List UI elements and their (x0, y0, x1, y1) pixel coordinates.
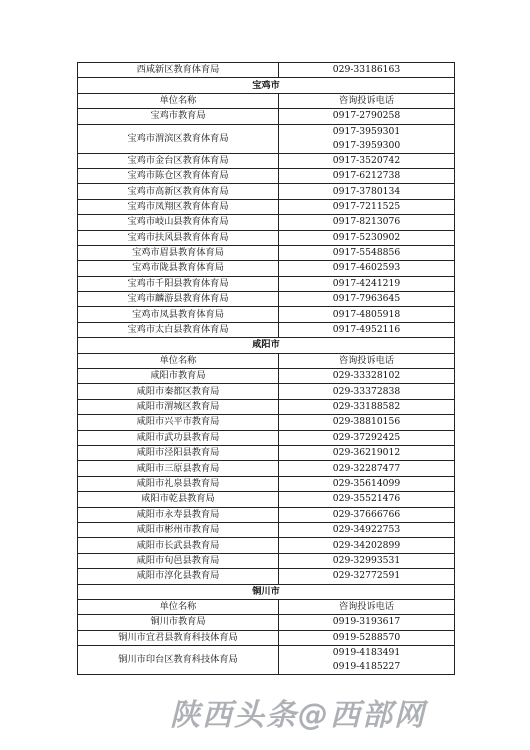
phone-number: 0917-5230902 (332, 231, 401, 243)
phone-cell (279, 124, 455, 153)
phone-number: 0917-3959301 (332, 125, 401, 137)
unit-name-cell: 宝鸡市陈仓区教育体育局 (78, 168, 279, 183)
phone-number: 0917-7211525 (332, 200, 401, 212)
unit-name-cell: 铜川市印台区教育科技体育局 (78, 646, 279, 675)
phone-cell (279, 261, 455, 276)
table-row (78, 109, 455, 124)
phone-cell (279, 153, 455, 168)
phone-number: 0917-4952116 (332, 324, 401, 336)
phone-cell (279, 276, 455, 291)
phone-cell (279, 369, 455, 384)
phone-cell (279, 322, 455, 337)
phone-cell (279, 461, 455, 476)
table-row (78, 276, 455, 291)
phone-cell (279, 215, 455, 230)
phone-number: 029-35521476 (332, 493, 401, 505)
phone-number: 029-34202899 (332, 539, 401, 551)
unit-name-cell: 咸阳市彬州市教育局 (78, 522, 279, 537)
table-row (78, 124, 455, 153)
unit-name-cell: 铜川市宜君县教育科技体育局 (78, 630, 279, 645)
phone-number: 0917-4602593 (332, 262, 401, 274)
phone-cell (279, 292, 455, 307)
city-section-row (78, 338, 455, 353)
unit-name-cell: 西咸新区教育体育局 (78, 63, 279, 78)
column-header-phone: 咨询投诉电话 (279, 93, 455, 108)
phone-cell (279, 553, 455, 568)
column-header-row (78, 93, 455, 108)
phone-cell (279, 184, 455, 199)
phone-number: 0917-3959300 (332, 139, 401, 151)
unit-name-cell: 咸阳市秦都区教育局 (78, 384, 279, 399)
phone-cell (279, 399, 455, 414)
phone-cell (279, 615, 455, 630)
unit-name-cell: 宝鸡市扶风县教育体育局 (78, 230, 279, 245)
table-row (78, 245, 455, 260)
unit-name-cell: 宝鸡市高新区教育体育局 (78, 184, 279, 199)
phone-cell (279, 168, 455, 183)
phone-number: 029-32772591 (332, 570, 401, 582)
table-row (78, 322, 455, 337)
unit-name-cell: 咸阳市教育局 (78, 369, 279, 384)
table-row (78, 492, 455, 507)
unit-name-cell: 宝鸡市凤县教育体育局 (78, 307, 279, 322)
unit-name-cell: 宝鸡市千阳县教育体育局 (78, 276, 279, 291)
column-header-phone: 咨询投诉电话 (279, 599, 455, 614)
phone-cell (279, 199, 455, 214)
contact-table-body (78, 63, 455, 675)
phone-number: 0919-5288570 (332, 631, 401, 643)
table-row (78, 369, 455, 384)
phone-cell (279, 445, 455, 460)
unit-name-cell: 咸阳市旬邑县教育局 (78, 553, 279, 568)
table-row (78, 261, 455, 276)
phone-number: 029-33328102 (332, 370, 401, 382)
unit-name-cell: 咸阳市永寿县教育局 (78, 507, 279, 522)
table-row (78, 230, 455, 245)
column-header-unit: 单位名称 (78, 599, 279, 614)
phone-number: 029-32287477 (332, 462, 401, 474)
table-row (78, 553, 455, 568)
phone-cell (279, 538, 455, 553)
phone-number: 029-38810156 (332, 416, 401, 428)
phone-number: 029-33188582 (332, 401, 401, 412)
table-row (78, 538, 455, 553)
city-section-row (78, 584, 455, 599)
table-row (78, 476, 455, 491)
table-row (78, 384, 455, 399)
phone-cell (279, 522, 455, 537)
phone-cell (279, 476, 455, 491)
column-header-row (78, 599, 455, 614)
city-section-row (78, 78, 455, 93)
unit-name-cell: 咸阳市长武县教育局 (78, 538, 279, 553)
phone-number: 0917-2790258 (332, 110, 401, 122)
phone-number: 0917-3780134 (332, 185, 401, 197)
unit-name-cell: 宝鸡市渭滨区教育体育局 (78, 124, 279, 153)
phone-cell (279, 384, 455, 399)
table-row (78, 415, 455, 430)
table-row (78, 184, 455, 199)
unit-name-cell: 宝鸡市岐山县教育体育局 (78, 215, 279, 230)
city-section-title: 铜川市 (78, 584, 455, 599)
phone-cell (279, 492, 455, 507)
phone-cell (279, 307, 455, 322)
phone-number: 029-37666766 (332, 508, 401, 520)
phone-number: 029-37292425 (332, 431, 401, 443)
unit-name-cell: 宝鸡市眉县教育体育局 (78, 245, 279, 260)
city-section-title: 咸阳市 (78, 338, 455, 353)
unit-name-cell: 咸阳市三原县教育局 (78, 461, 279, 476)
phone-number: 029-32993531 (332, 554, 401, 566)
phone-number: 0919-4183491 (332, 647, 401, 659)
unit-name-cell: 宝鸡市凤翔区教育体育局 (78, 199, 279, 214)
table-row (78, 522, 455, 537)
column-header-unit: 单位名称 (78, 93, 279, 108)
phone-cell (279, 569, 455, 584)
unit-name-cell: 宝鸡市教育局 (78, 109, 279, 124)
unit-name-cell: 咸阳市泾阳县教育局 (78, 445, 279, 460)
unit-name-cell: 铜川市教育局 (78, 615, 279, 630)
phone-number: 029-33372838 (332, 385, 401, 397)
unit-name-cell: 宝鸡市太白县教育体育局 (78, 322, 279, 337)
phone-number: 0917-5548856 (332, 247, 401, 259)
unit-name-cell: 咸阳市兴平市教育局 (78, 415, 279, 430)
table-row (78, 215, 455, 230)
column-header-phone: 咨询投诉电话 (279, 353, 455, 368)
phone-cell (279, 646, 455, 675)
unit-name-cell: 咸阳市淳化县教育局 (78, 569, 279, 584)
table-row (78, 630, 455, 645)
phone-cell (279, 109, 455, 124)
table-row (78, 168, 455, 183)
phone-cell (279, 430, 455, 445)
phone-number: 0919-4185227 (332, 661, 401, 673)
table-row (78, 569, 455, 584)
table-row (78, 445, 455, 460)
table-row (78, 199, 455, 214)
column-header-unit: 单位名称 (78, 353, 279, 368)
phone-number: 0919-3193617 (332, 616, 401, 628)
unit-name-cell: 咸阳市武功县教育局 (78, 430, 279, 445)
table-row (78, 63, 455, 78)
table-row (78, 292, 455, 307)
unit-name-cell: 宝鸡市麟游县教育体育局 (78, 292, 279, 307)
column-header-row (78, 353, 455, 368)
phone-cell (279, 230, 455, 245)
table-row (78, 461, 455, 476)
phone-number: 0917-4805918 (332, 308, 401, 320)
unit-name-cell: 宝鸡市金台区教育体育局 (78, 153, 279, 168)
city-section-title: 宝鸡市 (78, 78, 455, 93)
phone-cell (279, 245, 455, 260)
contact-table (77, 62, 455, 675)
phone-cell (279, 63, 455, 78)
table-row (78, 507, 455, 522)
phone-number: 029-34922753 (332, 524, 401, 536)
table-row (78, 430, 455, 445)
table-row (78, 307, 455, 322)
phone-number: 0917-6212738 (332, 170, 401, 182)
phone-number: 0917-7963645 (332, 293, 401, 305)
phone-number: 0917-4241219 (332, 277, 401, 289)
unit-name-cell: 咸阳市乾县教育局 (78, 492, 279, 507)
phone-cell (279, 630, 455, 645)
table-row (78, 615, 455, 630)
phone-number: 029-35614099 (332, 477, 401, 489)
phone-number: 029-33186163 (332, 64, 401, 76)
watermark-logo: 陕西头条@西部网 (170, 698, 426, 733)
unit-name-cell: 宝鸡市陇县教育体育局 (78, 261, 279, 276)
phone-number: 029-36219012 (332, 447, 401, 459)
phone-cell (279, 507, 455, 522)
unit-name-cell: 咸阳市礼泉县教育局 (78, 476, 279, 491)
table-row (78, 646, 455, 675)
phone-number: 0917-3520742 (332, 154, 401, 166)
phone-cell (279, 415, 455, 430)
phone-number: 0917-8213076 (332, 216, 401, 228)
table-row (78, 153, 455, 168)
table-row (78, 399, 455, 414)
unit-name-cell: 咸阳市渭城区教育局 (78, 399, 279, 414)
